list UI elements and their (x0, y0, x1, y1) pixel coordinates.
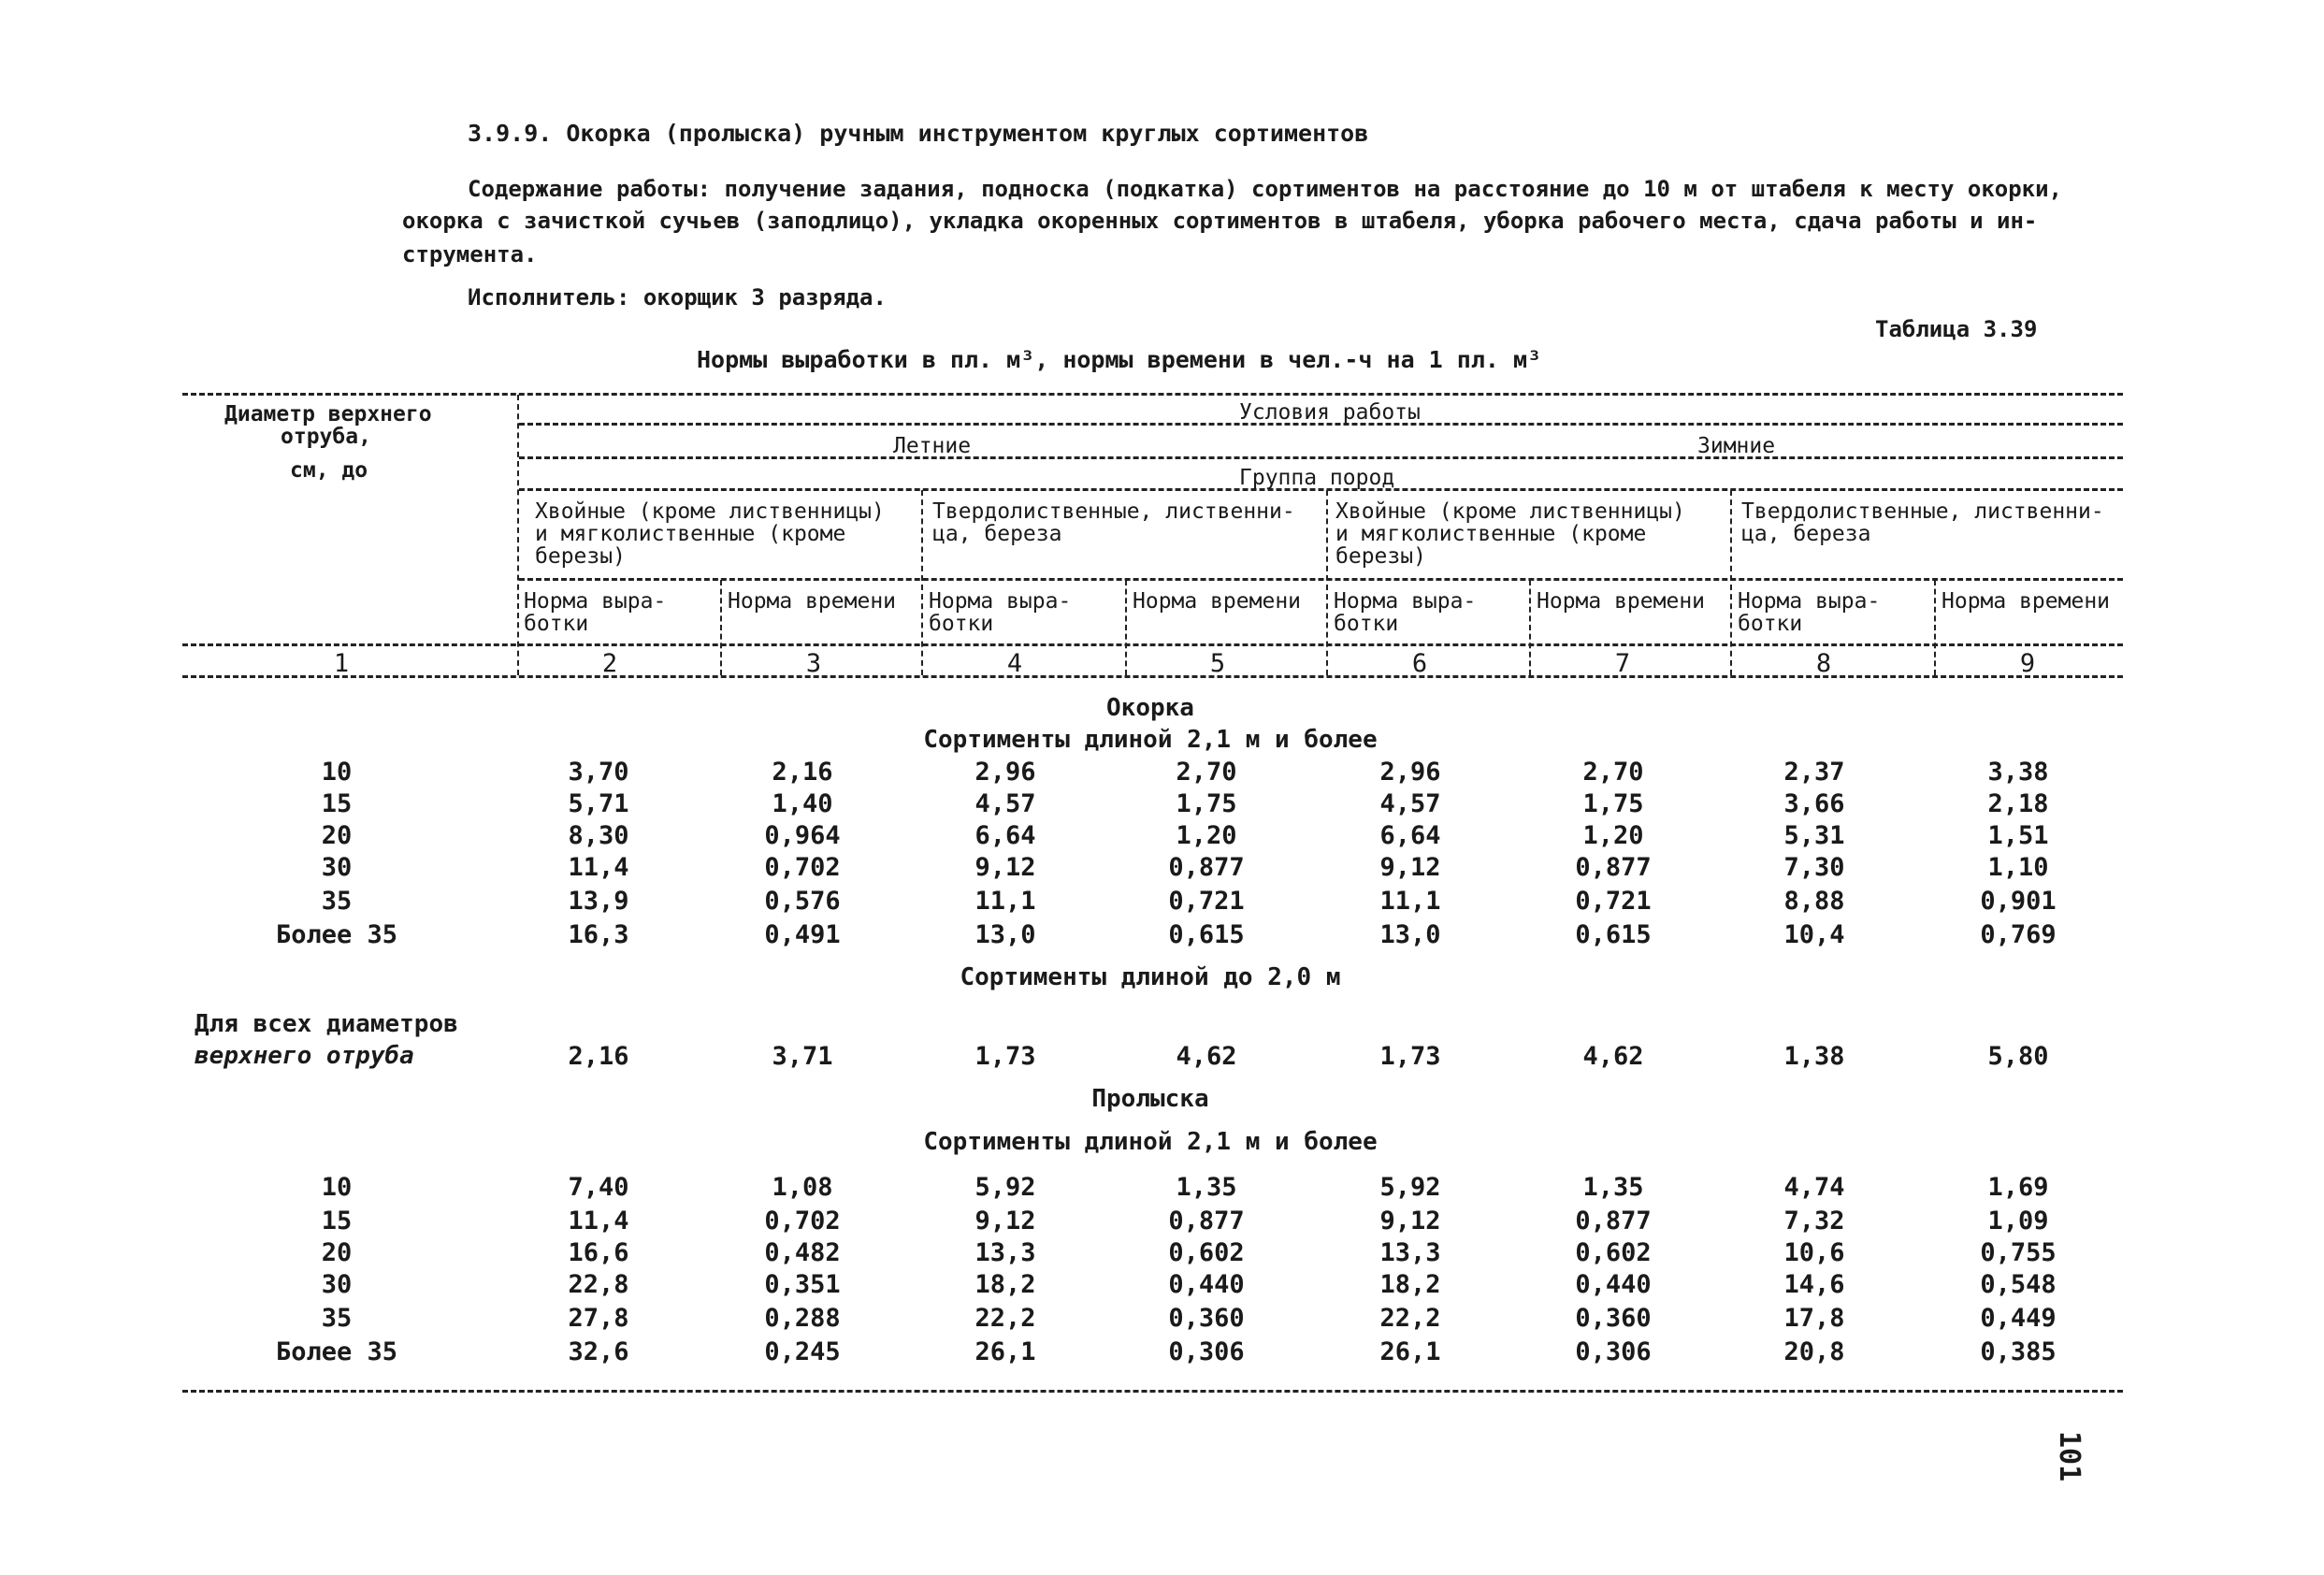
bark-row-3-col-9: 1,10 (1987, 853, 2049, 882)
bark-row-5-col-5: 0,615 (1168, 920, 1245, 949)
short-row-col-4: 1,73 (974, 1042, 1036, 1071)
col-number-3: 3 (805, 649, 822, 678)
strip-row-2-col-7: 0,602 (1575, 1238, 1652, 1267)
short-row-label-1: Для всех диаметров (195, 1010, 458, 1038)
content-line-3: струмента. (402, 241, 538, 267)
table-bottom-rule (182, 1390, 2123, 1393)
c3-norm-time: Норма времени (728, 589, 897, 614)
bark-row-5-col-9: 0,769 (1980, 920, 2057, 949)
bark-row-4-col-5: 0,721 (1168, 887, 1245, 916)
c9-norm-time: Норма времени (1941, 589, 2111, 614)
col-number-9: 9 (2019, 649, 2036, 678)
bark-row-1-col-2: 5,71 (568, 789, 629, 818)
bark-row-3-col-7: 0,877 (1575, 853, 1652, 882)
bark-row-4-col-9: 0,901 (1980, 887, 2057, 916)
short-row-col-2: 2,16 (568, 1042, 629, 1071)
strip-row-2-col-5: 0,602 (1168, 1238, 1245, 1267)
winter-coniferous-line-3: березы) (1335, 544, 1426, 569)
strip-row-0-col-6: 5,92 (1379, 1173, 1441, 1202)
bark-row-0-col-4: 2,96 (974, 758, 1036, 787)
bark-row-5-col-4: 13,0 (974, 920, 1036, 949)
bark-row-1-col-5: 1,75 (1176, 789, 1237, 818)
winter-coniferous-line-2: и мягколиственные (кроме (1335, 522, 1647, 546)
bark-row-1-col-9: 2,18 (1987, 789, 2049, 818)
bark-row-0-col-8: 2,37 (1783, 758, 1845, 787)
seasons-rule (519, 456, 2123, 459)
strip-row-5-col-4: 26,1 (974, 1337, 1036, 1366)
summer-coniferous-line-2: и мягколиственные (кроме (535, 522, 846, 546)
strip-row-0-col-7: 1,35 (1582, 1173, 1644, 1202)
bark-row-0-col-3: 2,16 (772, 758, 833, 787)
strip-row-4-col-9: 0,449 (1980, 1304, 2057, 1333)
strip-row-2-col-2: 16,6 (568, 1238, 629, 1267)
bark-row-0-col-1: 10 (321, 758, 353, 787)
short-row-col-9: 5,80 (1987, 1042, 2049, 1071)
col-divider-89 (1934, 580, 1936, 675)
strip-row-1-col-5: 0,877 (1168, 1207, 1245, 1235)
conditions-header: Условия работы (1239, 400, 1421, 425)
strip-row-4-col-8: 17,8 (1783, 1304, 1845, 1333)
strip-row-4-col-2: 27,8 (568, 1304, 629, 1333)
c6-norm-output-2: ботки (1334, 612, 1399, 636)
bark-row-1-col-3: 1,40 (772, 789, 833, 818)
strip-row-2-col-1: 20 (321, 1238, 353, 1267)
strip-row-5-col-5: 0,306 (1168, 1337, 1245, 1366)
table-label: Таблица 3.39 (1875, 316, 2038, 342)
bark-row-3-col-2: 11,4 (568, 853, 629, 882)
col-number-4: 4 (1006, 649, 1023, 678)
winter-header: Зимние (1697, 434, 1776, 458)
short-row-col-8: 1,38 (1783, 1042, 1845, 1071)
species-rule (519, 578, 2123, 581)
bark-row-5-col-1: Более 35 (275, 920, 398, 949)
summer-coniferous-line-3: березы) (535, 544, 626, 569)
strip-row-0-col-1: 10 (321, 1173, 353, 1202)
bark-row-1-col-6: 4,57 (1379, 789, 1441, 818)
bark-row-1-col-4: 4,57 (974, 789, 1036, 818)
c8-norm-output-1: Норма выра- (1738, 589, 1881, 614)
strip-row-4-col-6: 22,2 (1379, 1304, 1441, 1333)
bark-row-0-col-9: 3,38 (1987, 758, 2049, 787)
c2-norm-output-2: ботки (524, 612, 589, 636)
header-bottom-rule (182, 643, 2123, 646)
content-line-2: окорка с зачисткой сучьев (заподлицо), укладка окоренных сортиментов в штабеля, уборка рабочего места, сдача работы и ин- (402, 208, 2038, 234)
short-row-label-2: верхнего отруба (195, 1042, 414, 1070)
group-header: Группа пород (1239, 466, 1395, 490)
table-title: Нормы выработки в пл. м³, нормы времени в чел.-ч на 1 пл. м³ (697, 346, 1542, 373)
short-row-col-6: 1,73 (1379, 1042, 1441, 1071)
strip-row-1-col-1: 15 (321, 1207, 353, 1235)
col-divider-23 (720, 580, 722, 675)
strip-row-1-col-3: 0,702 (764, 1207, 841, 1235)
bark-row-3-col-6: 9,12 (1379, 853, 1441, 882)
section-long-2: Сортименты длиной 2,1 м и более (923, 1128, 1378, 1156)
c4-norm-output-2: ботки (929, 612, 994, 636)
col-number-2: 2 (601, 649, 618, 678)
header-top-rule (182, 393, 2123, 396)
bark-row-3-col-8: 7,30 (1783, 853, 1845, 882)
bark-row-2-col-3: 0,964 (764, 821, 841, 850)
col-divider-winter-species (1730, 490, 1732, 675)
col-divider-45 (1125, 580, 1127, 675)
c6-norm-output-1: Норма выра- (1334, 589, 1477, 614)
strip-row-2-col-8: 10,6 (1783, 1238, 1845, 1267)
bark-row-4-col-1: 35 (321, 887, 353, 916)
strip-row-5-col-9: 0,385 (1980, 1337, 2057, 1366)
strip-row-0-col-9: 1,69 (1987, 1173, 2049, 1202)
col1-header-line-3: см, до (290, 458, 368, 483)
bark-row-0-col-7: 2,70 (1582, 758, 1644, 787)
bark-row-3-col-4: 9,12 (974, 853, 1036, 882)
strip-row-3-col-9: 0,548 (1980, 1270, 2057, 1299)
winter-hardwood-line-1: Твердолиственные, лиственни- (1741, 499, 2104, 524)
bark-row-0-col-5: 2,70 (1176, 758, 1237, 787)
col-divider-season (1326, 490, 1328, 675)
strip-row-0-col-8: 4,74 (1783, 1173, 1845, 1202)
bark-row-2-col-5: 1,20 (1176, 821, 1237, 850)
strip-row-5-col-8: 20,8 (1783, 1337, 1845, 1366)
page-number: 101 (2053, 1431, 2086, 1482)
short-row-col-5: 4,62 (1176, 1042, 1237, 1071)
bark-row-3-col-5: 0,877 (1168, 853, 1245, 882)
strip-row-5-col-7: 0,306 (1575, 1337, 1652, 1366)
strip-row-3-col-4: 18,2 (974, 1270, 1036, 1299)
section-long: Сортименты длиной 2,1 м и более (923, 726, 1378, 754)
col-number-7: 7 (1614, 649, 1631, 678)
strip-row-5-col-1: Более 35 (275, 1337, 398, 1366)
strip-row-3-col-1: 30 (321, 1270, 353, 1299)
strip-row-3-col-5: 0,440 (1168, 1270, 1245, 1299)
bark-row-1-col-7: 1,75 (1582, 789, 1644, 818)
strip-row-1-col-4: 9,12 (974, 1207, 1036, 1235)
strip-row-5-col-6: 26,1 (1379, 1337, 1441, 1366)
col-divider-summer-species (921, 490, 923, 675)
strip-row-4-col-1: 35 (321, 1304, 353, 1333)
bark-row-2-col-9: 1,51 (1987, 821, 2049, 850)
bark-row-4-col-4: 11,1 (974, 887, 1036, 916)
bark-row-3-col-1: 30 (321, 853, 353, 882)
summer-header: Летние (893, 434, 972, 458)
strip-row-3-col-6: 18,2 (1379, 1270, 1441, 1299)
bark-row-4-col-2: 13,9 (568, 887, 629, 916)
col-divider-1 (517, 395, 519, 675)
short-row-col-3: 3,71 (772, 1042, 833, 1071)
strip-row-0-col-4: 5,92 (974, 1173, 1036, 1202)
col1-header-line-2: отруба, (281, 425, 371, 449)
content-line-1: Содержание работы: получение задания, подноска (подкатка) сортиментов на расстояние до 10 м от штабеля к месту окорки, (468, 176, 2063, 202)
bark-row-5-col-2: 16,3 (568, 920, 629, 949)
col-divider-67 (1529, 580, 1531, 675)
executor-line: Исполнитель: окорщик 3 разряда. (468, 284, 887, 311)
bark-row-2-col-7: 1,20 (1582, 821, 1644, 850)
summer-hardwood-line-1: Твердолиственные, лиственни- (932, 499, 1295, 524)
c8-norm-output-2: ботки (1738, 612, 1803, 636)
section-short: Сортименты длиной до 2,0 м (960, 963, 1341, 991)
strip-row-1-col-2: 11,4 (568, 1207, 629, 1235)
strip-row-3-col-2: 22,8 (568, 1270, 629, 1299)
c5-norm-time: Норма времени (1133, 589, 1302, 614)
bark-row-4-col-8: 8,88 (1783, 887, 1845, 916)
strip-row-0-col-3: 1,08 (772, 1173, 833, 1202)
col-number-1: 1 (333, 649, 350, 678)
bark-row-0-col-2: 3,70 (568, 758, 629, 787)
section-strip: Пролыска (1091, 1085, 1209, 1113)
bark-row-1-col-1: 15 (321, 789, 353, 818)
strip-row-1-col-7: 0,877 (1575, 1207, 1652, 1235)
strip-row-2-col-9: 0,755 (1980, 1238, 2057, 1267)
col1-header-line-1: Диаметр верхнего (224, 402, 432, 426)
bark-row-2-col-6: 6,64 (1379, 821, 1441, 850)
winter-coniferous-line-1: Хвойные (кроме лиственницы) (1335, 499, 1685, 524)
strip-row-3-col-3: 0,351 (764, 1270, 841, 1299)
summer-hardwood-line-2: ца, береза (932, 522, 1062, 546)
strip-row-0-col-2: 7,40 (568, 1173, 629, 1202)
col-number-8: 8 (1815, 649, 1832, 678)
strip-row-2-col-6: 13,3 (1379, 1238, 1441, 1267)
strip-row-3-col-7: 0,440 (1575, 1270, 1652, 1299)
bark-row-2-col-8: 5,31 (1783, 821, 1845, 850)
strip-row-0-col-5: 1,35 (1176, 1173, 1237, 1202)
strip-row-4-col-7: 0,360 (1575, 1304, 1652, 1333)
bark-row-5-col-7: 0,615 (1575, 920, 1652, 949)
bark-row-2-col-1: 20 (321, 821, 353, 850)
strip-row-1-col-6: 9,12 (1379, 1207, 1441, 1235)
bark-row-4-col-3: 0,576 (764, 887, 841, 916)
winter-hardwood-line-2: ца, береза (1741, 522, 1871, 546)
strip-row-2-col-4: 13,3 (974, 1238, 1036, 1267)
col-number-5: 5 (1209, 649, 1226, 678)
summer-coniferous-line-1: Хвойные (кроме лиственницы) (535, 499, 885, 524)
strip-row-4-col-4: 22,2 (974, 1304, 1036, 1333)
bark-row-5-col-8: 10,4 (1783, 920, 1845, 949)
bark-row-2-col-2: 8,30 (568, 821, 629, 850)
strip-row-5-col-2: 32,6 (568, 1337, 629, 1366)
strip-row-4-col-5: 0,360 (1168, 1304, 1245, 1333)
col-number-6: 6 (1411, 649, 1428, 678)
strip-row-1-col-8: 7,32 (1783, 1207, 1845, 1235)
strip-row-2-col-3: 0,482 (764, 1238, 841, 1267)
strip-row-1-col-9: 1,09 (1987, 1207, 2049, 1235)
strip-row-4-col-3: 0,288 (764, 1304, 841, 1333)
section-bark: Окорка (1106, 694, 1194, 722)
bark-row-4-col-6: 11,1 (1379, 887, 1441, 916)
bark-row-5-col-3: 0,491 (764, 920, 841, 949)
c2-norm-output-1: Норма выра- (524, 589, 667, 614)
bark-row-5-col-6: 13,0 (1379, 920, 1441, 949)
c4-norm-output-1: Норма выра- (929, 589, 1072, 614)
section-title: 3.9.9. Окорка (пролыска) ручным инструментом круглых сортиментов (468, 120, 1369, 147)
strip-row-3-col-8: 14,6 (1783, 1270, 1845, 1299)
short-row-col-7: 4,62 (1582, 1042, 1644, 1071)
c7-norm-time: Норма времени (1537, 589, 1706, 614)
bark-row-2-col-4: 6,64 (974, 821, 1036, 850)
bark-row-4-col-7: 0,721 (1575, 887, 1652, 916)
strip-row-5-col-3: 0,245 (764, 1337, 841, 1366)
bark-row-0-col-6: 2,96 (1379, 758, 1441, 787)
bark-row-1-col-8: 3,66 (1783, 789, 1845, 818)
bark-row-3-col-3: 0,702 (764, 853, 841, 882)
